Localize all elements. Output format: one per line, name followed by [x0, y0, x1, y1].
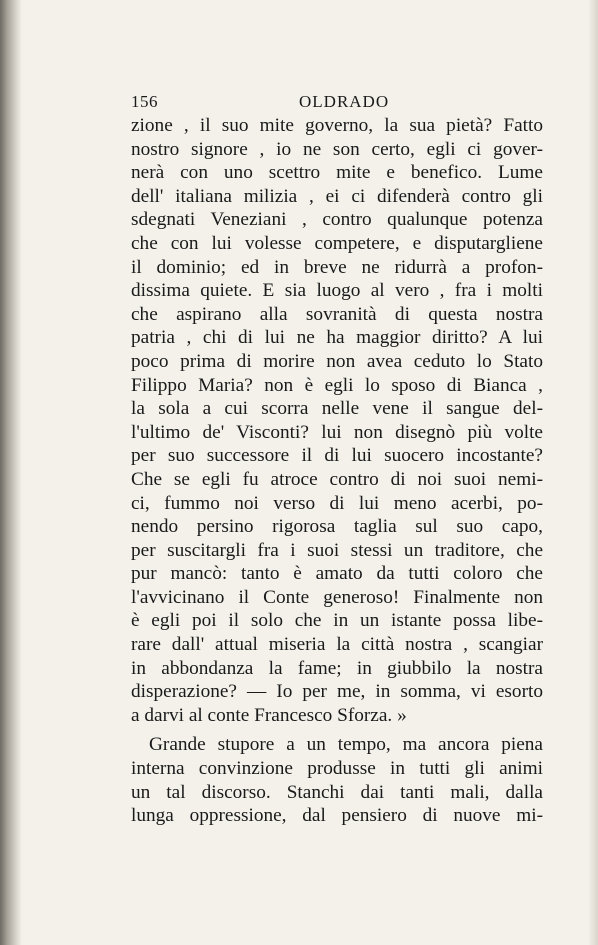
text-line: dissima quiete. E sia luogo al vero , fra i molti — [131, 280, 543, 302]
text-line: che aspirano alla sovranità di questa nostra — [131, 303, 543, 325]
page-header — [131, 92, 543, 114]
running-head: OLDRADO — [299, 92, 390, 111]
text-line: poco prima di morire non avea ceduto lo Stato — [131, 350, 543, 372]
paragraph — [131, 733, 543, 827]
paragraph — [131, 114, 543, 727]
text-line: Grande stupore a un tempo, ma ancora piena — [149, 734, 543, 756]
text-line: nendo persino rigorosa taglia sul suo capo, — [131, 516, 543, 538]
text-line: che con lui volesse competere, e disputargliene — [131, 232, 543, 254]
text-line: la sola a cui scorra nelle vene il sangue del- — [131, 398, 543, 420]
text-line: rare dall' attual miseria la città nostra , scangiar — [131, 634, 543, 656]
text-line: disperazione? — Io per me, in somma, vi esorto — [131, 681, 543, 703]
text-line: Che se egli fu atroce contro di noi suoi nemi- — [131, 468, 543, 490]
text-line: l'avvicinano il Conte generoso! Finalmente non — [131, 586, 543, 608]
text-line: Filippo Maria? non è egli lo sposo di Bianca , — [131, 374, 543, 396]
page-number: 156 — [131, 92, 158, 111]
text-line: lunga oppressione, dal pensiero di nuove mi- — [131, 805, 543, 827]
text-line: nerà con uno scettro mite e benefico. Lume — [131, 162, 543, 184]
text-line: nostro signore , io ne son certo, egli ci gover- — [131, 138, 543, 160]
text-line: zione , il suo mite governo, la sua pietà? Fatto — [131, 115, 543, 136]
text-line: interna convinzione produsse in tutti gli animi — [131, 758, 543, 780]
text-line: per suo successore il di lui suocero incostante? — [131, 445, 543, 467]
text-line: un tal discorso. Stanchi dai tanti mali, dalla — [131, 781, 543, 803]
text-line: è egli poi il solo che in un istante possa libe- — [131, 610, 543, 632]
text-line: pur mancò: tanto è amato da tutti coloro che — [131, 563, 543, 585]
text-line: dell' italiana milizia , ei ci difenderà contro gli — [131, 185, 543, 207]
text-line: in abbondanza la fame; in giubbilo la nostra — [131, 657, 543, 679]
text-line: patria , chi di lui ne ha maggior diritto? A lui — [131, 327, 543, 349]
text-line: sdegnati Veneziani , contro qualunque potenza — [131, 209, 543, 231]
text-line: a darvi al conte Francesco Sforza. » — [131, 704, 407, 726]
text-line: ci, fummo noi verso di lui meno acerbi, po- — [131, 492, 543, 514]
text-line: per suscitargli fra i suoi stessi un traditore, che — [131, 539, 543, 561]
text-line: il dominio; ed in breve ne ridurrà a profon- — [131, 256, 543, 278]
text-line: l'ultimo de' Visconti? lui non disegnò più volte — [131, 421, 543, 443]
body-text — [131, 114, 543, 828]
